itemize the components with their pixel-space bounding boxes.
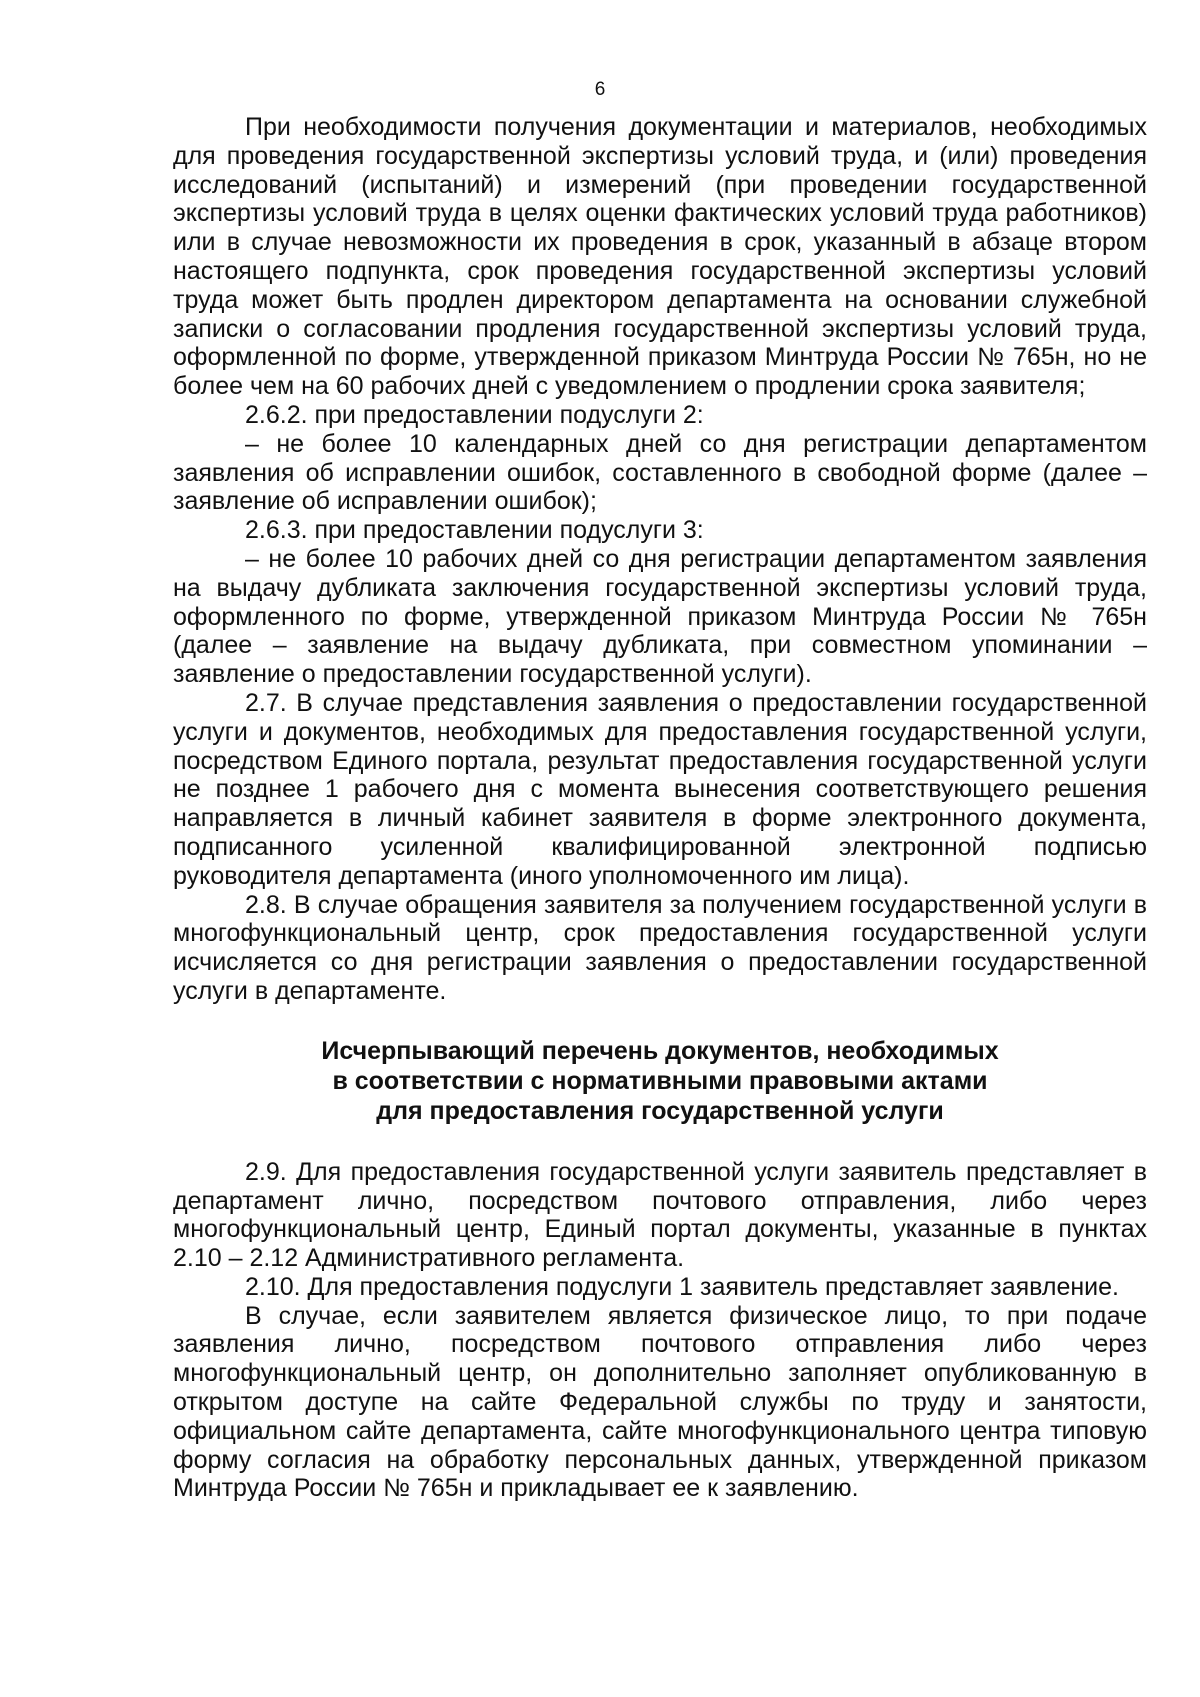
section-heading-line: Исчерпывающий перечень документов, необходимых [321,1036,999,1065]
section-heading [173,1036,1147,1126]
paragraph-2-7: 2.7. В случае представления заявления о предоставлении государственной услуги и документов, необходимых для предоставления государственной услуги, посредством Единого портала, результат предоставления государственной услуги не позднее 1 рабочего дня с момента вынесения соответствующего решения направляется в личный кабинет заявителя в форме электронного документа, подписанного усиленной квалифицированной электронной подписью руководителя департамента (иного уполномоченного им лица). [173,688,1147,890]
paragraph-personal-data-consent: В случае, если заявителем является физическое лицо, то при подаче заявления лично, посредством почтового отправления либо через многофункциональный центр, он дополнительно заполняет опубликованную в открытом доступе на сайте Федеральной службы по труду и занятости, официальном сайте департамента, сайте многофункционального центра типовую форму согласия на обработку персональных данных, утвержденной приказом Минтруда России № 765н и прикладывает ее к заявлению. [173,1301,1147,1503]
paragraph-extension-of-term: При необходимости получения документации и материалов, необходимых для проведения государственной экспертизы условий труда, и (или) проведения исследований (испытаний) и измерений (при проведении государственной экспертизы условий труда в целях оценки фактических условий труда работников) или в случае невозможности их проведения в срок, указанный в абзаце втором настоящего подпункта, срок проведения государственной экспертизы условий труда может быть продлен директором департамента на основании служебной записки о согласовании продления государственной экспертизы условий труда, оформленной по форме, утвержденной приказом Минтруда России № 765н, но не более чем на 60 рабочих дней с уведомлением о продлении срока заявителя; [173,113,1147,401]
document-body [173,113,1147,1503]
paragraph-2-6-3-term: – не более 10 рабочих дней со дня регистрации департаментом заявления на выдачу дубликата заключения государственной экспертизы условий труда, оформленного по форме, утвержденной приказом Минтруда России № 765н (далее – заявление на выдачу дубликата, при совместном упоминании – заявление о предоставлении государственной услуги). [173,544,1147,689]
paragraph-2-6-3: 2.6.3. при предоставлении подуслуги 3: [245,516,704,545]
paragraph-2-8: 2.8. В случае обращения заявителя за получением государственной услуги в многофункциональный центр, срок предоставления государственной услуги исчисляется со дня регистрации заявления о предоставлении государственной услуги в департаменте. [173,890,1147,1005]
section-heading-line: в соответствии с нормативными правовыми актами [332,1066,988,1095]
section-heading-line: для предоставления государственной услуги [376,1096,944,1125]
paragraph-2-6-2: 2.6.2. при предоставлении подуслуги 2: [245,400,704,429]
paragraph-2-9: 2.9. Для предоставления государственной услуги заявитель представляет в департамент лично, посредством почтового отправления, либо через многофункциональный центр, Единый портал документы, указанные в пунктах 2.10 – 2.12 Административного регламента. [173,1157,1147,1273]
paragraph-2-6-2-term: – не более 10 календарных дней со дня регистрации департаментом заявления об исправлении ошибок, составленного в свободной форме (далее – заявление об исправлении ошибок); [173,429,1147,516]
paragraph-2-10: 2.10. Для предоставления подуслуги 1 заявитель представляет заявление. [245,1272,1119,1301]
page-number: 6 [594,79,606,100]
